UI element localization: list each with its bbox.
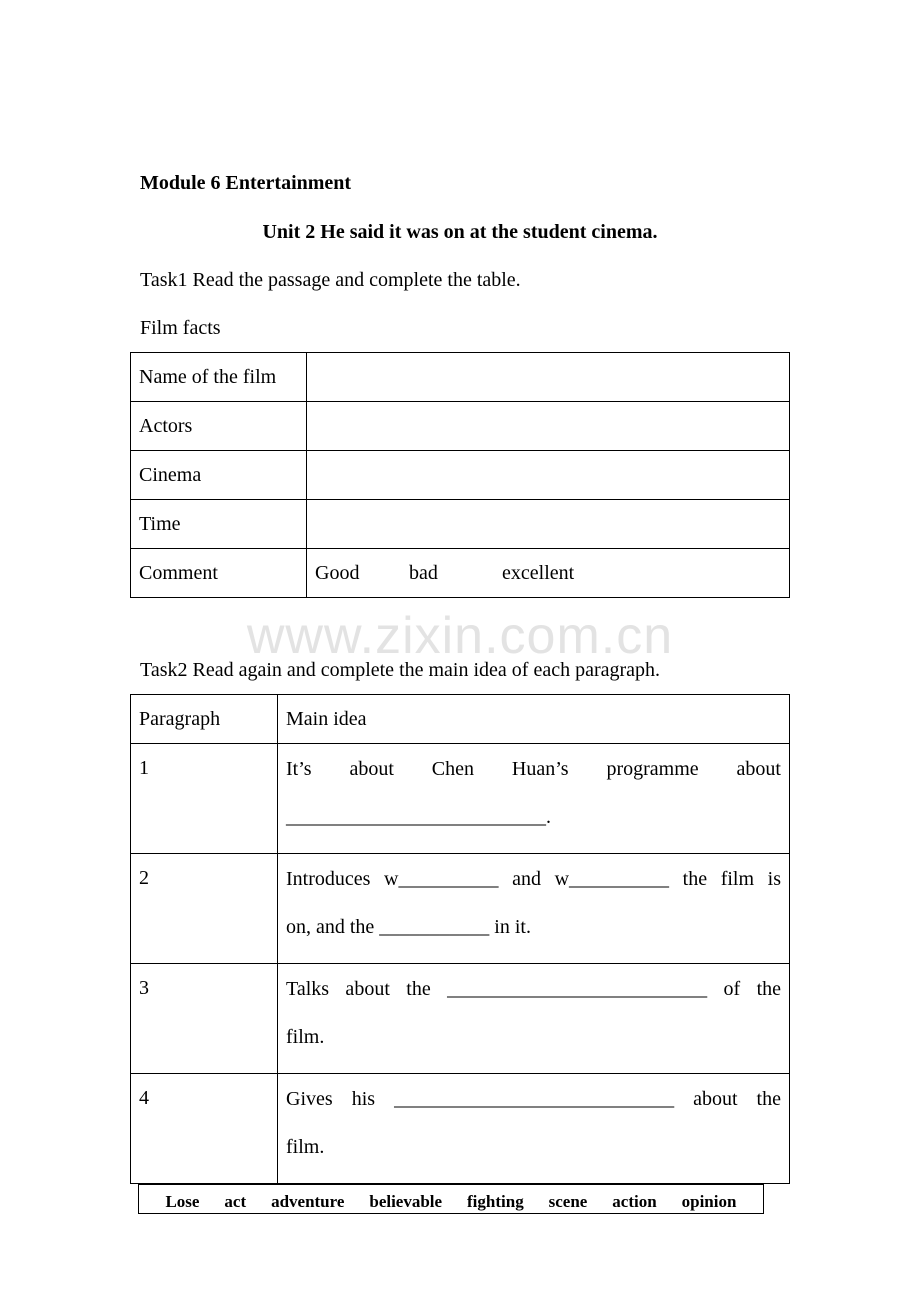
main-idea-line: __________________________. [286,806,551,828]
main-idea-line: Gives his ____________________________ about the [286,1088,781,1110]
table-row [131,854,790,964]
table-header-row [131,695,790,744]
word-box-item: Lose [165,1192,200,1211]
main-idea-cell [278,744,790,854]
word-box-item: action [612,1192,657,1211]
main-idea-line: Talks about the __________________________ of the [286,978,781,1000]
word-box-item: scene [548,1192,588,1211]
main-idea-cell [278,854,790,964]
word-box-item: fighting [467,1192,524,1211]
table-row [131,402,790,451]
word-box-item: adventure [271,1192,345,1211]
main-idea-cell [278,964,790,1074]
watermark-text: www.zixin.com.cn [246,607,674,665]
comment-options [307,549,790,598]
header-paragraph: Paragraph [131,695,278,744]
table-row [131,1074,790,1184]
task2-instruction: Task2 Read again and complete the main idea of each paragraph. [140,659,661,681]
row-label: Actors [131,402,307,451]
paragraph-number: 2 [131,854,278,964]
film-facts-title: Film facts [140,317,221,339]
table-row [131,353,790,402]
table-row [131,744,790,854]
row-label: Name of the film [131,353,307,402]
unit-title: Unit 2 He said it was on at the student cinema. [262,221,658,243]
task1-instruction: Task1 Read the passage and complete the table. [140,269,521,291]
answer-cell [307,500,790,549]
row-label: Comment [131,549,307,598]
table-row [131,500,790,549]
comment-option: Good [315,561,360,584]
paragraph-number: 3 [131,964,278,1074]
main-idea-line: on, and the ___________ in it. [286,916,531,938]
row-label: Time [131,500,307,549]
module-title: Module 6 Entertainment [140,172,352,194]
word-box-item: opinion [681,1192,737,1211]
answer-cell [307,402,790,451]
header-main-idea: Main idea [278,695,790,744]
comment-option: bad [409,561,438,584]
main-idea-cell [278,1074,790,1184]
comment-option: excellent [502,561,575,584]
row-label: Cinema [131,451,307,500]
paragraph-number: 4 [131,1074,278,1184]
word-box [138,1184,764,1214]
answer-cell [307,353,790,402]
table-row [131,451,790,500]
main-idea-line: film. [286,1026,325,1048]
answer-cell [307,451,790,500]
main-idea-line: Introduces w__________ and w__________ the film is [286,868,781,890]
table-row [131,549,790,598]
paragraph-number: 1 [131,744,278,854]
main-idea-line: It’s about Chen Huan’s programme about [286,758,781,780]
word-box-item: act [224,1192,247,1211]
table-row [131,964,790,1074]
main-idea-table [130,694,790,1184]
word-box-item: believable [369,1192,443,1211]
film-facts-table [130,352,790,598]
main-idea-line: film. [286,1136,325,1158]
